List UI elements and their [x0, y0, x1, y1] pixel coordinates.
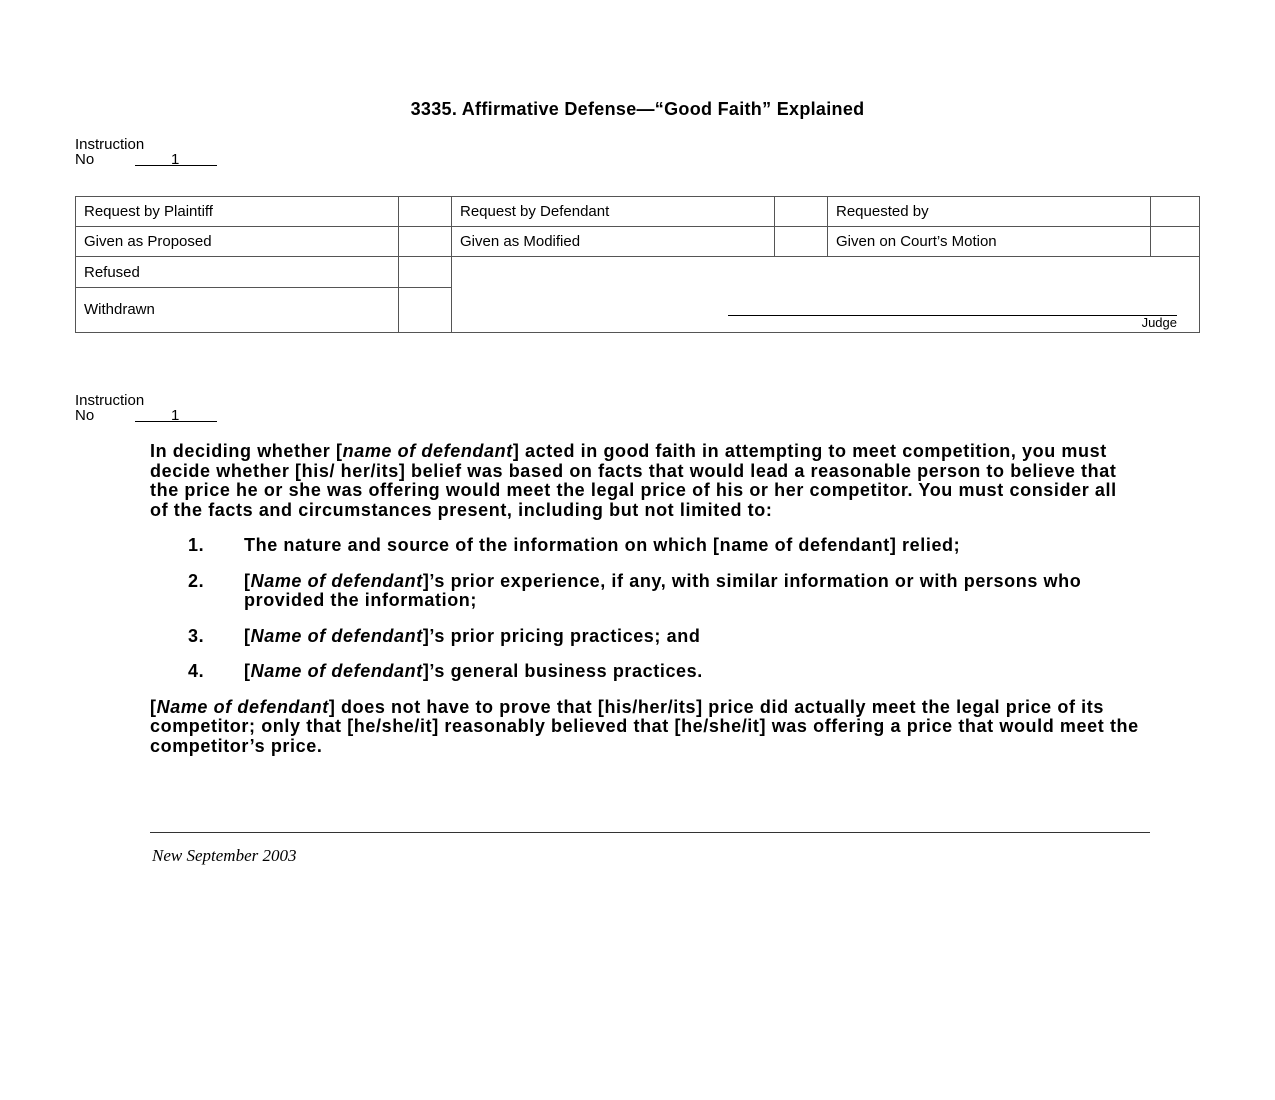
given-as-proposed-label: Given as Proposed: [76, 227, 399, 257]
closing-paragraph: [150, 698, 1140, 757]
factor-item: [150, 536, 1140, 556]
withdrawn-checkbox[interactable]: [399, 287, 452, 332]
factor-list: [150, 536, 1140, 682]
instruction-number-block-top: [75, 136, 180, 168]
factor-item: [150, 662, 1140, 682]
factor-text: ]’s prior experience, if any, with similar information or with persons who provided the information;: [244, 570, 1082, 610]
given-as-modified-label: Given as Modified: [452, 227, 775, 257]
factor-placeholder: Name of defendant: [250, 661, 423, 681]
instruction-number-block-mid: [75, 392, 180, 424]
factor-placeholder: Name of defendant: [250, 625, 423, 646]
given-on-courts-motion-label: Given on Court’s Motion: [828, 227, 1151, 257]
factor-text: ]’s general business practices.: [422, 661, 703, 681]
factor-pre: [: [244, 625, 251, 646]
section-divider: [150, 832, 1150, 833]
judge-label: Judge: [1141, 315, 1177, 330]
request-by-plaintiff-label: Request by Plaintiff: [76, 197, 399, 227]
refused-checkbox[interactable]: [399, 257, 452, 287]
refused-label: Refused: [76, 257, 399, 287]
factor-pre: [: [244, 570, 251, 591]
given-on-courts-motion-checkbox[interactable]: [1151, 227, 1200, 257]
closing-placeholder: Name of defendant: [156, 696, 329, 717]
factor-item: [150, 627, 1140, 647]
requested-by-label: Requested by: [828, 197, 1151, 227]
instruction-body: [150, 442, 1140, 756]
factor-item: [150, 572, 1140, 611]
factor-text: ]’s prior pricing practices; and: [422, 625, 701, 646]
factor-number: 1.: [188, 535, 205, 555]
request-by-defendant-label: Request by Defendant: [452, 197, 775, 227]
closing-pre: [: [150, 696, 157, 717]
withdrawn-label: Withdrawn: [76, 287, 399, 332]
instruction-label: Instruction: [75, 392, 145, 409]
request-by-defendant-checkbox[interactable]: [775, 197, 828, 227]
intro-text-2: ] acted in good faith in attempting to meet competition, you must decide whether [his/ her/its] belief was based on facts that would lead a reasonable person to believe that the price he or she was offering would meet the legal price of his or her competitor. You must consider all of the facts and circumstances present, including but not limited to:: [150, 441, 1117, 520]
instruction-title: 3335. Affirmative Defense—“Good Faith” Explained: [410, 99, 865, 119]
judge-signature-line[interactable]: [728, 315, 1177, 316]
request-by-plaintiff-checkbox[interactable]: [399, 197, 452, 227]
no-label: No: [75, 151, 95, 168]
request-status-table: [75, 196, 1200, 333]
factor-placeholder: Name of defendant: [250, 570, 423, 591]
factor-text: The nature and source of the information on which [name of defendant] relied;: [244, 535, 961, 555]
factor-number: 2.: [188, 570, 205, 591]
factor-number: 3.: [188, 625, 205, 646]
intro-paragraph: [150, 442, 1140, 520]
given-as-modified-checkbox[interactable]: [775, 227, 828, 257]
factor-number: 4.: [188, 661, 205, 681]
instruction-label: Instruction: [75, 136, 145, 153]
requested-by-checkbox[interactable]: [1151, 197, 1200, 227]
given-as-proposed-checkbox[interactable]: [399, 227, 452, 257]
history-note: New September 2003: [152, 846, 297, 865]
intro-placeholder: name of defendant: [342, 441, 513, 461]
instruction-number-field[interactable]: 1: [135, 152, 217, 166]
instruction-number-field[interactable]: 1: [135, 408, 217, 422]
factor-pre: [: [244, 661, 251, 681]
no-label: No: [75, 407, 95, 424]
judge-signature-cell: [452, 257, 1200, 333]
closing-text: ] does not have to prove that [his/her/its] price did actually meet the legal price of its competitor; only that [he/she/it] reasonably believed that [he/she/it] was offering a price that would meet the competitor’s price.: [150, 696, 1139, 756]
intro-text-1: In deciding whether [: [150, 441, 343, 461]
